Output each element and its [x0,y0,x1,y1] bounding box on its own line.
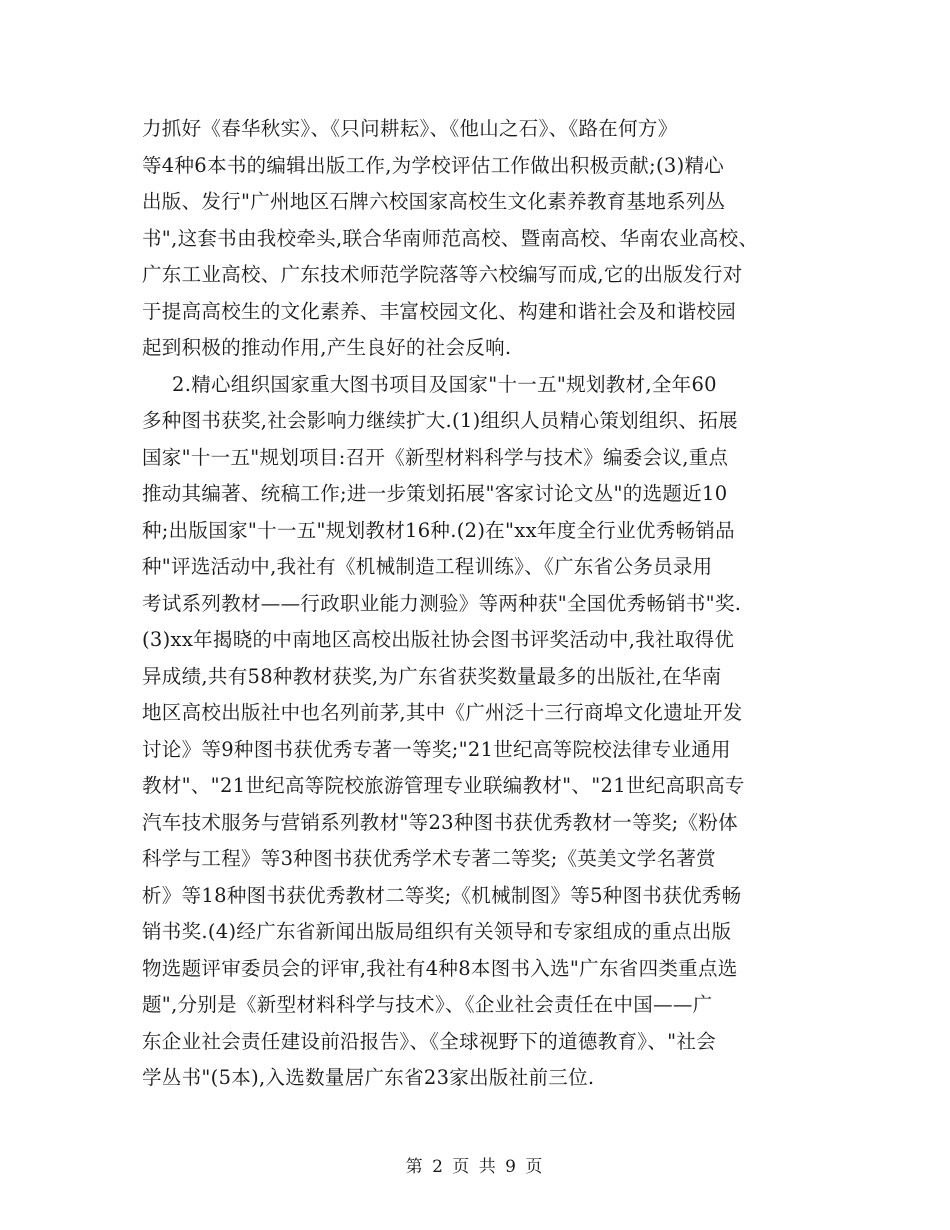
text-line: 东企业社会责任建设前沿报告》、《全球视野下的道德教育》、"社会 [142,1029,717,1053]
text-line: 力抓好《春华秋实》、《只问耕耘》、《他山之石》、《路在何方》 [142,117,678,140]
text-line: 起到积极的推动作用,产生良好的社会反响. [142,336,512,359]
text-line: 种;出版国家"十一五"规划教材16种.(2)在"xx年度全行业优秀畅销品 [142,518,735,542]
text-line: 教材"、"21世纪高等院校旅游管理专业联编教材"、"21世纪高职高专 [142,774,745,797]
text-line: 讨论》等9种图书获优秀专著一等奖;"21世纪高等院校法律专业通用 [142,737,731,761]
text-line: 考试系列教材——行政职业能力测验》等两种获"全国优秀畅销书"奖. [142,591,742,615]
text-line: 于提高高校生的文化素养、丰富校园文化、构建和谐社会及和谐校园 [142,299,737,323]
text-line: 多种图书获奖,社会影响力继续扩大.(1)组织人员精心策划组织、拓展 [142,409,738,432]
paragraph-start-line: 2.精心组织国家重大图书项目及国家"十一五"规划教材,全年60 [172,372,717,396]
text-line: 广东工业高校、广东技术师范学院落等六校编写而成,它的出版发行对 [142,263,743,286]
text-line: 销书奖.(4)经广东省新闻出版局组织有关领导和专家组成的重点出版 [142,920,732,943]
text-line: 物选题评审委员会的评审,我社有4种8本图书入选"广东省四类重点选 [142,956,738,980]
body-text [142,111,822,1097]
text-line: (3)xx年揭晓的中南地区高校出版社协会图书评奖活动中,我社取得优 [142,628,735,651]
text-line: 题",分别是《新型材料科学与技术》、《企业社会责任在中国——广 [142,993,713,1016]
text-line: 种"评选活动中,我社有《机械制造工程训练》、《广东省公务员录用 [142,555,713,578]
text-line: 国家"十一五"规划项目:召开《新型材料科学与技术》编委会议,重点 [142,445,729,469]
text-line: 地区高校出版社中也名列前茅,其中《广州泛十三行商埠文化遗址开发 [142,701,743,724]
text-line: 析》等18种图书获优秀教材二等奖;《机械制图》等5种图书获优秀畅 [142,883,742,907]
text-line: 书",这套书由我校牵头,联合华南师范高校、暨南高校、华南农业高校、 [142,226,759,250]
text-line: 出版、发行"广州地区石牌六校国家高校生文化素养教育基地系列丛 [142,190,726,213]
page-number-footer: 第 2 页 共 9 页 [405,1157,545,1177]
text-line: 汽车技术服务与营销系列教材"等23种图书获优秀教材一等奖;《粉体 [142,810,738,834]
text-line: 异成绩,共有58种教材获奖,为广东省获奖数量最多的出版社,在华南 [142,664,722,688]
text-line: 科学与工程》等3种图书获优秀学术专著二等奖;《英美文学名著赏 [142,847,716,870]
text-line: 推动其编著、统稿工作;进一步策划拓展"客家讨论文丛"的选题近10 [142,482,728,505]
text-line: 学丛书"(5本),入选数量居广东省23家出版社前三位. [142,1066,595,1089]
text-line: 等4种6本书的编辑出版工作,为学校评估工作做出积极贡献;(3)精心 [142,153,725,177]
